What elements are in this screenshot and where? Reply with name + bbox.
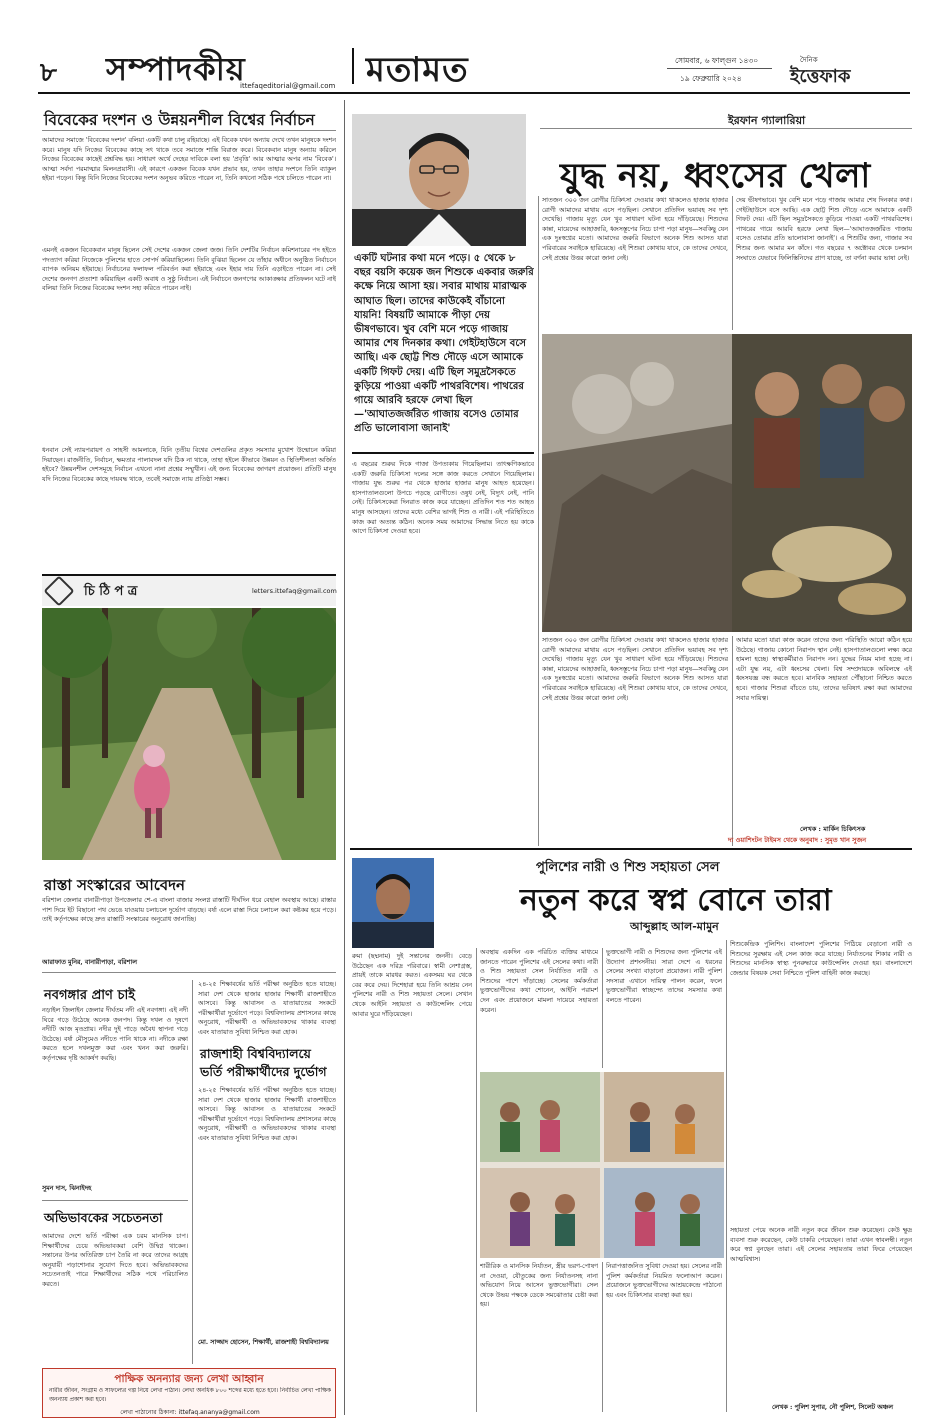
gaza-column-3: দেয় ভীষণভাবে। খুব বেশি মনে পড়ে গাজায় আমার শেষ দিনকার কথা। গেইটহাউসে বসে আছি। এক ছোট্ট শিশু দৌড়ে এসে আমাকে একটি গিফট দেয়। এটি ছিল সমুদ্রসৈকতে কুড়িয়ে পাওয়া একটি পাথরবিশেষ। পাথরের গায়ে আরবি হরফে লেখা ছিল—'আঘাতজর্জরিত গাজায় বসেও তোমার প্রতি ভালোবাসা জানাই'। এ শিশুটির জন্য, গাজার সব শিশুর জন্য আমার মন কাঁদে। গত বছরের ৭ অক্টোবর থেকে চলমান সংঘাতে যেভাবে ফিলিস্তিনিদের প্রাণ যাচ্ছে, তা বর্ণনা করার ভাষা নেই। [736,197,912,262]
gaza-end-rule [350,848,912,850]
gaza-pullquote: একটি ঘটনার কথা মনে পড়ে। ৫ থেকে ৮ বছর বয়সি কয়েক জন শিশুকে একবার জরুরি কক্ষে নিয়ে আসা হয়। সবার মাথায় মারাত্মক আঘাত ছিল। তাদের কাউকেই বাঁচানো যায়নি! বিষয়টি আমাকে পীড়া দেয় ভীষণভাবে। খুব বেশি মনে পড়ে গাজায় আমার শেষ দিনকার কথা। গেইটহাউসে বসে আছি। এক ছোট্ট শিশু দৌড়ে এসে আমাকে একটি গিফট দেয়। এটি ছিল সমুদ্রসৈকতে কুড়িয়ে পাওয়া একটি পাথরবিশেষ। পাথরের গায়ে আরবি হরফে লেখা ছিল—'আঘাতজর্জরিত গাজায় বসেও তোমার প্রতি ভালোবাসা জানাই' [354,253,534,435]
page-header [0,0,945,90]
nawganga-letter-title: নবগঙ্গার প্রাণ চাই [44,988,135,1003]
main-column-divider [344,100,345,1415]
gaza-col-divider-3 [732,636,733,846]
header-divider [352,48,354,84]
author-portrait-image [352,114,526,246]
police-headline: নতুন করে স্বপ্ন বোনে তারা [520,883,832,918]
gaza-author-name: ইরফান গ্যালারিয়া [728,114,806,127]
editorial-title-rule [42,130,336,131]
call-box-title: পাক্ষিক অনন্যার জন্য লেখা আহ্বান [114,1373,264,1385]
parents-letter-title: অভিভাবকের সচেতনতা [44,1210,163,1225]
header-rule [38,92,910,94]
police-column-5: সহায়তা পেয়ে অনেক নারী নতুন করে জীবন শুরু করেছেন। কেউ ক্ষুদ্র ব্যবসা শুরু করেছেন, কেউ চাকরি পেয়েছেন। তারা এখন স্বাবলম্বী। নতুন করে স্বপ্ন বুনছেন তারা। এই সেলের সহায়তায় তারা ফিরে পেয়েছেন আত্মবিশ্বাস। [730,1227,912,1263]
gaza-pullquote-rule [352,452,534,454]
police-author-image [352,858,434,948]
road-letter-title: রাস্তা সংস্কারের আবেদন [44,876,185,894]
police-column-1: রুমা (ছদ্মনাম) দুই সন্তানের জননী। বেড়ে উঠেছেন এক দরিদ্র পরিবারে। স্বামী নেশাগ্রস্ত, প্রায়ই তাকে মারধর করত। একসময় ঘর থেকে বের করে দেয়। দিশেহারা হয়ে তিনি আশ্রয় নেন পুলিশের নারী ও শিশু সহায়তা সেলে। সেখান থেকে আইনি সহায়তা ও কাউন্সেলিং পেয়ে আবার ঘুরে দাঁড়িয়েছেন। [352,953,472,1018]
police-kicker: পুলিশের নারী ও শিশু সহায়তা সেল [536,860,720,875]
gaza-photo-image [542,334,912,632]
letters-email: letters.ittefaq@gmail.com [252,587,337,595]
police-col-divider-4 [602,1262,603,1412]
rajshahi-intro: ২৪-২৫ শিক্ষাবর্ষের ভর্তি পরীক্ষা অনুষ্ঠিত হতে যাচ্ছে। সারা দেশ থেকে হাজার হাজার শিক্ষার্থী রাজশাহীতে আসবে। কিন্তু আবাসন ও যাতায়াতের সংকটে পরীক্ষার্থীরা দুর্ভোগে পড়ে। বিশ্ববিদ্যালয় প্রশাসনের কাছে অনুরোধ, পরীক্ষার্থী ও অভিভাবকদের থাকার ব্যবস্থা এবং যাতায়াত সুবিধা নিশ্চিত করা হোক। [198,981,336,1036]
road-photo-image [42,608,336,860]
gaza-col-divider-2 [732,196,733,330]
gaza-author-credit: লেখক : মার্কিন চিকিৎসক [800,825,866,833]
author-portrait [352,114,526,246]
parents-letter-body: আমাদের দেশে ভর্তি পরীক্ষা এক চরম মানসিক চাপ। শিক্ষার্থীদের চেয়ে অভিভাবকরা বেশি উদ্বিগ্ন থাকেন। সন্তানের উপর অতিরিক্ত চাপ তৈরি না করে তাদের আগ্রহ অনুযায়ী পড়াশোনার সুযোগ দিতে হবে। অভিভাবকদের সচেতনতাই পারে শিক্ষার্থীদের সঠিক পথে পরিচালিত করতে। [42,1233,188,1288]
police-col-divider-2 [602,948,603,1068]
gaza-photo [542,334,912,632]
police-byline: আব্দুল্লাহ আল-মামুন [630,920,719,933]
date-bangla: সোমবার, ৬ ফাল্গুন ১৪৩০ [675,56,759,65]
editorial-paragraph-1: আমাদের সমাজে 'বিবেকের দংশন' বলিয়া একটি কথা চালু রহিয়াছে। এই বিবেক যখন অন্যায় দেখে তখন মানুষকে দংশন করে। মানুষ যদি নিজের বিবেকের কাছে সৎ থাকে তবে সমাজে শান্তি বিরাজ করে। বিবেকবান মানুষ অন্যায় করিলে নিজের বিবেকের কাছেই প্রশ্নবিদ্ধ হয়। সাধারণ অর্থে দেহের দাবিকে বলা হয় 'প্রবৃত্তি' আর আত্মার অপর নাম 'বিবেক'। আত্মা সর্বদা পরমাত্মার মিলনপ্রয়াসী। এই কারণে একজন বিবেক যখন প্রভাব হয়, তখন তাহার দংশনে তিনি ব্যাকুল হইয়া পড়েন। কিন্তু যিনি নিজের বিবেকের দংশন অনুভব করিতে পারেন না, তিনি কখনো সঠিক পথে চলিতে পারেন না। [42,137,336,183]
letters-section-header [42,574,336,606]
police-photo [480,1072,724,1258]
editorial-paragraph-2: এমনই একজন বিবেকবান মানুষ ছিলেন সেই দেশের একজন জেলা জজ। তিনি দেশটির নির্বাচন কমিশনারের পদ হইতে পদত্যাগ করিয়া নিজেকে পুলিশের হাতে সোপর্দ করিয়াছিলেন। তিনি বুঝিয়া ছিলেন যে তাঁহার অধীনে অনুষ্ঠিত নির্বাচনে ব্যাপক অনিয়ম হইয়াছে। নির্বাচনের ফলাফল পরিবর্তন করা হইয়াছে এবং ইহার দায় তিনি এড়াইতে পারেন না। সেই দেশের জনগণ প্রত্যাশা করিয়াছিল একটি অবাধ ও সুষ্ঠু নির্বাচন। এই নির্বাচনে জনগণের আকাঙ্ক্ষার প্রতিফলন ঘটে নাই বলিয়া তিনি নিজের বিবেকের দংশন সহ্য করিতে পারেন নাই। [42,247,336,293]
police-author-portrait [352,858,434,948]
gaza-column-4: আমার মতো যারা কাজ করেন তাদের জন্য পরিস্থিতি আরো কঠিন হয়ে উঠেছে। গাজায় কোনো নিরাপদ স্থান নেই। হাসপাতালগুলো লক্ষ্য করে হামলা হচ্ছে। স্বাস্থ্যকর্মীরাও নিরাপদ নন। যুদ্ধের নিয়ম মানা হচ্ছে না। এটা যুদ্ধ নয়, এটা ধ্বংসের খেলা। বিশ্ব সম্প্রদায়কে অবিলম্বে এই ধ্বংসযজ্ঞ বন্ধ করতে হবে। মানবিক সহায়তা পৌঁছানো নিশ্চিত করতে হবে। গাজার শিশুরা বাঁচতে চায়, তাদের ভবিষ্যৎ রক্ষা করা আমাদের সবার দায়িত্ব। [736,637,912,702]
letters-column-divider [192,980,193,1364]
police-col-divider-1 [476,948,477,1412]
pen-icon [43,575,74,606]
police-column-3: ভুক্তভোগী নারী ও শিশুদের জন্য পুলিশের এই উদ্যোগ প্রশংসনীয়। সারা দেশে এ ধরনের সেলের সংখ্যা বাড়ানো প্রয়োজন। নারী পুলিশ সদস্যরা এখানে দায়িত্ব পালন করেন, ফলে ভুক্তভোগীরা স্বাচ্ছন্দ্যে তাদের সমস্যার কথা বলতে পারেন। [606,949,722,1004]
road-letter-rule [42,972,336,973]
rajshahi-letter-author: মো. সাজ্জাদ হোসেন, শিক্ষার্থী, রাজশাহী বিশ্ববিদ্যালয় [198,1339,329,1346]
police-photo-image [480,1072,724,1258]
call-box-body: নারীর জীবন, সংগ্রাম ও সাফল্যের গল্প নিয়ে লেখা পাঠান। লেখা অনধিক ৮০০ শব্দের মধ্যে হতে হবে। নির্বাচিত লেখা পাক্ষিক অনন্যায় প্রকাশ করা হবে। [49,1388,331,1403]
rajshahi-letter-title-2: ভর্তি পরীক্ষার্থীদের দুর্ভোগ [200,1064,327,1079]
gaza-column-2: সাতজন ৩০০ জন রোগীর চিকিৎসা দেওয়ার কথা থাকলেও হাজার হাজার রোগী আমাদের মাথায় এসে পড়ছিল। সেখানে প্রতিদিন ভয়াবহ সব দৃশ্য দেখেছি। গাজায় মৃত্যু যেন খুব সাধারণ ঘটনা হয়ে দাঁড়িয়েছে। শিশুদের কান্না, মায়েদের আহাজারি, ধ্বংসস্তূপের নিচে চাপা পড়া মানুষ—সবকিছু যেন এক দুঃস্বপ্নের মতো। আমাদের জরুরি বিভাগে অনেক শিশু আসত যারা পরিবারের সবাইকে হারিয়েছে। এই শিশুরা কোথায় যাবে, কে তাদের দেখবে, সেই প্রশ্নের উত্তর কারো জানা নেই। [542,197,728,262]
editorial-section-title: সম্পাদকীয় [106,50,246,88]
editorial-paragraph-3: ধনবান সেই ন্যায়পরায়ণ ও সাহসী আমলাকে, যিনি তৃতীয় বিশ্বের দেশগুলির প্রকৃত সমস্যার মুখোশ উন্মোচন করিয়া দিয়াছেন। রাজনীতি, নির্বাচন, ক্ষমতার পালাবদল যদি ঠিক না থাকে, তাহা হইলে কীভাবে উন্নয়ন ও স্থিতিশীলতা অর্জিত হইবে? উন্নয়নশীল দেশসমূহে নির্বাচন এখনো নানা প্রশ্নের সম্মুখীন। এই জন্য বিবেকের জাগরণ প্রয়োজন। প্রতিটি মানুষ যদি নিজের বিবেকের কাছে দায়বদ্ধ থাকে, তবেই সমাজে ন্যায় প্রতিষ্ঠা সম্ভব। [42,447,336,483]
masthead-logo: ইত্তেফাক [790,66,851,87]
date-english: ১৯ ফেব্রুয়ারি ২০২৪ [680,74,742,83]
police-column-4: শিশুকেন্দ্রিক পুলিশিং। বাংলাদেশ পুলিশের পিঠিয়ে বেড়ানো নারী ও শিশুদের সুরক্ষায় এই সেল কাজ করে যাচ্ছে। নির্যাতনের শিকার নারী ও শিশুদের মানসিক স্বাস্থ্য পুনরুদ্ধারে কাউন্সেলিং দেওয়া হয়। বাংলাদেশে জেন্ডার বিষয়ক সেবা নিশ্চিতে পুলিশ বাহিনী কাজ করছে। [730,941,912,977]
editorial-email: ittefaqeditorial@gmail.com [240,82,336,90]
nawganga-letter-author: সুমন দাস, ঝিনাইদহ [42,1185,92,1192]
masthead-small: দৈনিক [800,56,818,64]
rajshahi-letter-title-1: রাজশাহী বিশ্ববিদ্যালয়ে [200,1046,311,1061]
editorial-title: বিবেকের দংশন ও উন্নয়নশীল বিশ্বের নির্বাচন [44,110,315,129]
opinion-section-title: মতামত [366,50,469,90]
letters-section-title: চি ঠি প ত্র [84,584,138,599]
page-number: ৮ [40,58,57,88]
road-letter-author: আরাফাত মুনির, বানারীপাড়া, বরিশাল [42,959,137,966]
gaza-translator-credit: দ্য ওয়াশিংটন টাইমস থেকে অনুবাদ : সুমৃত খান সুজন [728,836,867,844]
gaza-col-divider-1 [538,196,539,846]
road-photo [42,608,336,860]
rajshahi-letter-body: ২৪-২৫ শিক্ষাবর্ষের ভর্তি পরীক্ষা অনুষ্ঠিত হতে যাচ্ছে। সারা দেশ থেকে হাজার হাজার শিক্ষার্থী রাজশাহীতে আসবে। কিন্তু আবাসন ও যাতায়াতের সংকটে পরীক্ষার্থীরা দুর্ভোগে পড়ে। বিশ্ববিদ্যালয় প্রশাসনের কাছে অনুরোধ, পরীক্ষার্থী ও অভিভাবকদের থাকার ব্যবস্থা এবং যাতায়াত সুবিধা নিশ্চিত করা হোক। [198,1087,336,1142]
gaza-column-2b: সাতজন ৩০০ জন রোগীর চিকিৎসা দেওয়ার কথা থাকলেও হাজার হাজার রোগী আমাদের মাথায় এসে পড়ছিল। সেখানে প্রতিদিন ভয়াবহ সব দৃশ্য দেখেছি। গাজায় মৃত্যু যেন খুব সাধারণ ঘটনা হয়ে দাঁড়িয়েছে। শিশুদের কান্না, মায়েদের আহাজারি, ধ্বংসস্তূপের নিচে চাপা পড়া মানুষ—সবকিছু যেন এক দুঃস্বপ্নের মতো। আমাদের জরুরি বিভাগে অনেক শিশু আসত যারা পরিবারের সবাইকে হারিয়েছে। এই শিশুরা কোথায় যাবে, কে তাদের দেখবে, সেই প্রশ্নের উত্তর কারো জানা নেই। [542,637,728,702]
gaza-author-rule [540,128,912,129]
gaza-headline: যুদ্ধ নয়, ধ্বংসের খেলা [560,156,871,196]
police-bottom-2: নিরাপত্তাজনিত সুবিধা দেওয়া হয়। সেলের নারী পুলিশ কর্মকর্তারা নিয়মিত ফলোআপ করেন। প্রয়োজনে ভুক্তভোগীদের আশ্রয়কেন্দ্রে পাঠানো হয় এবং চিকিৎসার ব্যবস্থা করা হয়। [606,1263,722,1299]
road-letter-body: বরিশাল জেলার বানারীপাড়া উপজেলার শে-এ বাংলা বাজার সংলগ্ন রাস্তাটি দীর্ঘদিন ধরে বেহাল অবস্থায় আছে। রাস্তার পাশ দিয়ে ইট বিছানো পথ ভেঙে যাওয়ায় চলাচলে দুর্ভোগ বাড়ছে। বর্ষা এলে রাস্তা দিয়ে চলাচল করা কষ্টকর হয়ে পড়ে। তাই কর্তৃপক্ষের কাছে দ্রুত রাস্তাটি সংস্কারের অনুরোধ জানাচ্ছি। [42,897,336,924]
nawganga-rule [42,1200,188,1201]
call-for-writing-box [42,1368,336,1418]
police-col-divider-3 [726,940,727,1412]
gaza-column-1: এ বছরের শুরুর দিকে গাজা উপত্যকায় গিয়েছিলাম। তাৎক্ষণিকভাবে একটি জরুরি চিকিৎসা দলের সঙ্গে কাজ করতে সেখানে গিয়েছিলাম। গাজায় যুদ্ধ শুরুর পর থেকে হাজার হাজার মানুষ আহত হয়েছেন। হাসপাতালগুলো উপচে পড়ছে রোগীতে। ওষুধ নেই, বিদ্যুৎ নেই, পানি নেই। চিকিৎসকেরা দিনরাত কাজ করে যাচ্ছেন। প্রতিদিন শত শত আহত মানুষ আসছেন। তাদের মধ্যে বেশির ভাগই শিশু ও নারী। এই পরিস্থিতিতে কাজ করা অত্যন্ত কঠিন। অনেক সময় আমাদের সিদ্ধান্ত নিতে হয় কাকে আগে চিকিৎসা দেওয়া হবে। [352,461,534,536]
nawganga-letter-body: নড়াইল জিলাইন জেলার দীর্ঘতম নদী এই নবগঙ্গা। এই নদী ঘিরে গড়ে উঠেছে অনেক জনপদ। কিন্তু দখল ও দূষণে নদীটি আজ মৃতপ্রায়। নদীর দুই পাড়ে অবৈধ স্থাপনা গড়ে উঠেছে। বর্ষা মৌসুমেও নদীতে পানি থাকে না। নদীকে রক্ষা করতে হলে দখলমুক্ত করা এবং খনন করা জরুরি। কর্তৃপক্ষের দৃষ্টি আকর্ষণ করছি। [42,1007,188,1062]
header-date-divider [667,68,772,69]
police-author-credit: লেখক : পুলিশ সুপার, নৌ পুলিশ, সিলেট অঞ্চল [772,1404,893,1411]
call-box-email: লেখা পাঠানোর ঠিকানা: ittefaq.ananya@gmail.com [120,1409,260,1416]
police-bottom-1: শারীরিক ও মানসিক নির্যাতন, স্ত্রীর ভরণ-পোষণ না দেওয়া, যৌতুকের জন্য নির্যাতনসহ নানা অভিযোগ নিয়ে আসেন ভুক্তভোগীরা। সেল থেকে উভয় পক্ষকে ডেকে সমঝোতার চেষ্টা করা হয়। [480,1263,598,1309]
police-column-2: অবস্থায় একদিন এক পরিচিত ব্যক্তির মাধ্যমে জানতে পারেন পুলিশের এই সেলের কথা। নারী ও শিশু সহায়তা সেল নির্যাতিত নারী ও শিশুদের পাশে দাঁড়াচ্ছে। সেলের কর্মকর্তারা ভুক্তভোগীদের কথা শোনেন, আইনি পরামর্শ দেন এবং প্রয়োজনে মামলা দায়েরে সহায়তা করেন। [480,949,598,1014]
